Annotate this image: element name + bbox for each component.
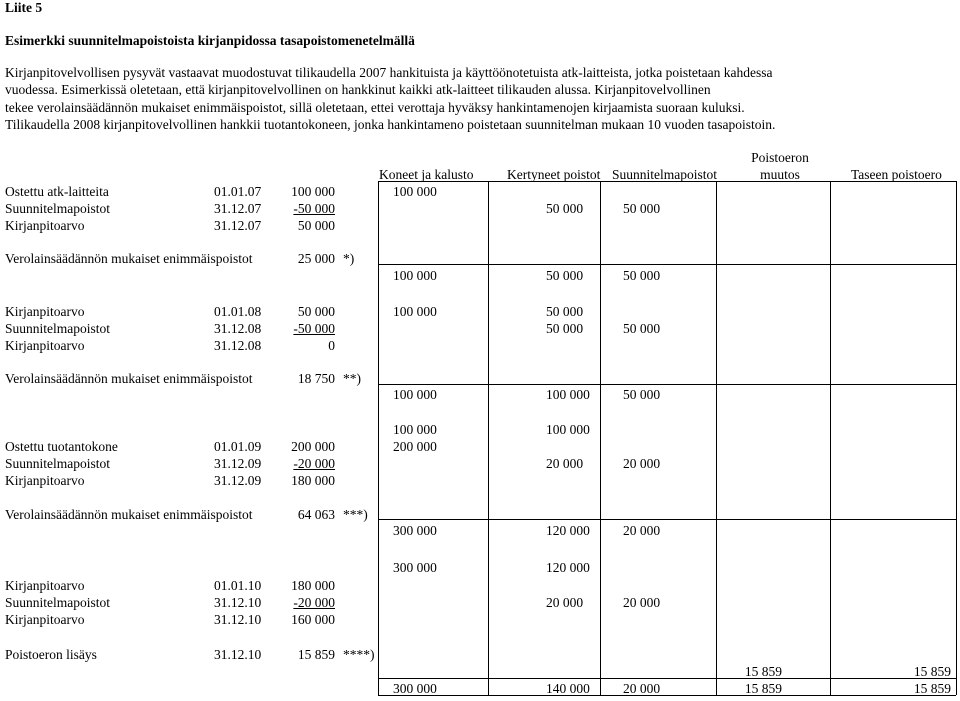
intro-paragraph [5,64,955,133]
koneet-value: 100 000 [393,184,437,199]
kertyneet-value: 50 000 [546,304,584,319]
row-amount: 100 000 [291,184,335,199]
vero-label: Verolainsäädännön mukaiset enimmäispoistot [5,507,253,522]
row-amount: -20 000 [293,456,335,471]
row-amount: -50 000 [293,321,335,336]
footnote-marker: *) [343,251,355,266]
total-koneet: 100 000 [393,268,437,283]
row-label: Suunnitelmapoistot [5,595,111,610]
row-date: 31.12.10 [214,595,262,610]
column-divider [956,181,957,695]
row-amount: 160 000 [291,612,335,627]
column-header-taseen: Taseen poistoero [851,167,942,182]
appendix-label: Liite 5 [5,0,43,15]
intro-line-3: tekee verolainsäädännön mukaiset enimmäispoistot, sillä oletetaan, ettei verottaja hyväksy hankintamenojen kirjaamista suoraan kuluksi. [5,99,745,115]
poistoero-lisays-label: Poistoeron lisäys [5,647,97,662]
footnote-marker: **) [343,371,361,386]
row-date: 31.12.10 [214,647,262,662]
intro-line-2: vuodessa. Esimerkissä oletetaan, että kirjanpitovelvollinen on hankkinut kaikki atk-laitteet tilikauden alussa. Kirjanpitovelvollinen [5,82,711,98]
koneet-value: 200 000 [393,439,437,454]
total-kertyneet: 100 000 [546,387,590,402]
intro-line-4: Tilikaudella 2008 kirjanpitovelvollinen hankkii tuotantokoneen, jonka hankintameno poistetaan suunnitelman mukaan 10 vuoden tasapoistoin. [5,116,776,132]
suunnitelma-value: 50 000 [623,321,661,336]
row-date: 01.01.08 [214,304,262,319]
opening-kertyneet: 120 000 [546,560,590,575]
total-rule [378,678,956,679]
row-date: 31.12.10 [214,612,262,627]
taseen-value: 15 859 [913,664,951,679]
opening-koneet: 100 000 [393,422,437,437]
row-amount: 180 000 [291,578,335,593]
header-rule [378,181,956,182]
row-label: Suunnitelmapoistot [5,456,111,471]
total-suunnitelma: 50 000 [623,268,661,283]
row-date: 01.01.10 [214,578,262,593]
suunnitelma-value: 20 000 [623,595,661,610]
total-suunnitelma: 50 000 [623,387,661,402]
intro-line-1: Kirjanpitovelvollisen pysyvät vastaavat muodostuvat tilikaudella 2007 hankituista ja käyttöönotetuista atk-laitteista, jotka poistetaan kahdessa [5,65,773,80]
bottom-rule [378,695,956,696]
row-label: Kirjanpitoarvo [5,578,85,593]
total-kertyneet: 50 000 [546,268,584,283]
total-rule [378,519,956,520]
total-muutos: 15 859 [744,681,782,696]
row-label: Ostettu tuotantokone [5,439,118,454]
row-date: 31.12.08 [214,338,262,353]
total-suunnitelma: 20 000 [623,681,661,696]
row-label: Suunnitelmapoistot [5,321,111,336]
kertyneet-value: 50 000 [546,201,584,216]
muutos-value: 15 859 [744,664,782,679]
row-label: Kirjanpitoarvo [5,473,85,488]
row-label: Kirjanpitoarvo [5,304,85,319]
row-label: Kirjanpitoarvo [5,218,85,233]
row-date: 01.01.09 [214,439,262,454]
footnote-marker: ***) [343,507,368,522]
row-date: 31.12.09 [214,473,262,488]
column-divider [716,181,717,695]
row-date: 31.12.07 [214,218,262,233]
suunnitelma-value: 50 000 [623,201,661,216]
kertyneet-value: 20 000 [546,456,584,471]
koneet-value: 100 000 [393,304,437,319]
column-header-poistoero-top: Poistoeron [751,150,809,165]
row-date: 31.12.09 [214,456,262,471]
column-divider [488,181,489,695]
row-label: Kirjanpitoarvo [5,338,85,353]
total-taseen: 15 859 [913,681,951,696]
row-amount: 0 [328,338,335,353]
row-amount: -20 000 [293,595,335,610]
row-amount: 180 000 [291,473,335,488]
opening-koneet: 300 000 [393,560,437,575]
total-rule [378,384,956,385]
column-header-poistoero-bottom: muutos [760,167,800,182]
row-label: Kirjanpitoarvo [5,612,85,627]
row-label: Suunnitelmapoistot [5,201,111,216]
vero-label: Verolainsäädännön mukaiset enimmäispoistot [5,251,253,266]
row-date: 01.01.07 [214,184,262,199]
row-label: Ostettu atk-laitteita [5,184,109,199]
kertyneet-value: 50 000 [546,321,584,336]
total-koneet: 300 000 [393,681,437,696]
column-divider [378,181,379,695]
column-header-kertyneet: Kertyneet poistot [507,167,601,182]
total-koneet: 300 000 [393,523,437,538]
row-amount: 15 859 [297,647,335,662]
total-koneet: 100 000 [393,387,437,402]
row-date: 31.12.08 [214,321,262,336]
vero-amount: 64 063 [297,507,335,522]
row-date: 31.12.07 [214,201,262,216]
suunnitelma-value: 20 000 [623,456,661,471]
total-rule [378,264,956,265]
footnote-marker: ****) [343,647,375,662]
row-amount: -50 000 [293,201,335,216]
kertyneet-value: 20 000 [546,595,584,610]
column-divider [600,181,601,695]
column-divider [830,181,831,695]
row-amount: 50 000 [297,218,335,233]
vero-label: Verolainsäädännön mukaiset enimmäispoistot [5,371,253,386]
row-amount: 200 000 [291,439,335,454]
opening-kertyneet: 100 000 [546,422,590,437]
document-title: Esimerkki suunnitelmapoistoista kirjanpidossa tasapoistomenetelmällä [5,33,415,48]
column-header-koneet: Koneet ja kalusto [379,167,474,182]
vero-amount: 18 750 [297,371,335,386]
total-kertyneet: 140 000 [546,681,590,696]
row-amount: 50 000 [297,304,335,319]
column-header-suunnitelma: Suunnitelmapoistot [612,167,718,182]
total-suunnitelma: 20 000 [623,523,661,538]
vero-amount: 25 000 [297,251,335,266]
total-kertyneet: 120 000 [546,523,590,538]
